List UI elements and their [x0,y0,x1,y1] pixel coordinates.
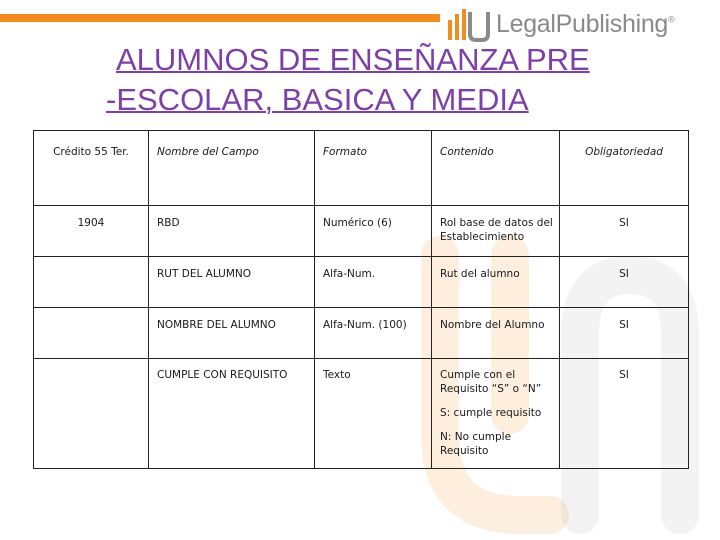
cell-contenido: Rol base de datos del Establecimiento [432,206,560,257]
header-credito: Crédito 55 Ter. [34,131,149,206]
cell-code [34,308,149,359]
cell-campo: NOMBRE DEL ALUMNO [149,308,315,359]
page-title-line-1: ALUMNOS DE ENSEÑANZA PRE [116,42,590,77]
cell-campo: RUT DEL ALUMNO [149,257,315,308]
contenido-s-note: S: cumple requisito [440,407,542,419]
cell-contenido: Rut del alumno [432,257,560,308]
fields-table [33,130,689,469]
cell-contenido: Nombre del Alumno [432,308,560,359]
cell-oblig: SI [560,308,689,359]
table-row [34,257,689,308]
logo-text: LegalPublishing® [496,9,675,38]
cell-oblig: SI [560,257,689,308]
page-title-line-2: -ESCOLAR, BASICA Y MEDIA [106,82,529,117]
header-formato: Formato [315,131,432,206]
table-row [34,359,689,469]
orange-header-bar [0,14,440,22]
cell-formato: Numérico (6) [315,206,432,257]
cell-formato: Texto [315,359,432,469]
logo-mark-icon [446,4,496,44]
cell-contenido [432,359,560,469]
table-header-row [34,131,689,206]
cell-oblig: SI [560,206,689,257]
cell-code [34,359,149,469]
contenido-text: Cumple con el Requisito “S” o “N” [440,369,542,395]
cell-formato: Alfa-Num. [315,257,432,308]
cell-formato: Alfa-Num. (100) [315,308,432,359]
table-row [34,308,689,359]
header-nombre-campo: Nombre del Campo [149,131,315,206]
cell-campo: RBD [149,206,315,257]
table-row [34,206,689,257]
cell-code: 1904 [34,206,149,257]
header-obligatoriedad: Obligatoriedad [560,131,689,206]
legalpublishing-logo [446,4,716,44]
cell-code [34,257,149,308]
contenido-n-note: N: No cumple Requisito [440,431,512,457]
cell-campo: CUMPLE CON REQUISITO [149,359,315,469]
header-contenido: Contenido [432,131,560,206]
cell-oblig: SI [560,359,689,469]
